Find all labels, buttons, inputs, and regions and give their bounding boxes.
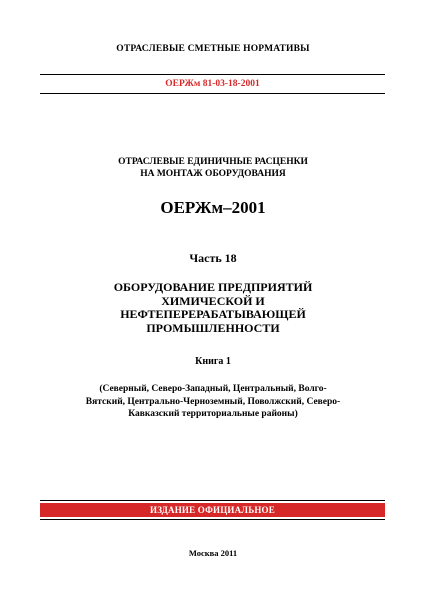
part-subject-line-3: НЕФТЕПЕРЕРАБАТЫВАЮЩЕЙ <box>120 307 306 321</box>
part-subject-line-4: ПРОМЫШЛЕННОСТИ <box>146 320 280 335</box>
document-title-line-1: ОТРАСЛЕВЫЕ ЕДИНИЧНЫЕ РАСЦЕНКИ <box>118 157 308 167</box>
official-edition-band-fill <box>40 503 385 517</box>
document-title <box>0 156 426 180</box>
official-edition-band <box>40 500 385 520</box>
document-title-line-2: НА МОНТАЖ ОБОРУДОВАНИЯ <box>140 169 286 179</box>
part-subject <box>0 281 426 335</box>
regions-note <box>30 383 396 421</box>
document-code-band-fill <box>40 77 385 91</box>
publication-place-year: Москва 2011 <box>188 548 238 558</box>
main-code: ОЕРЖм–2001 <box>160 198 266 217</box>
official-edition-label: ИЗДАНИЕ ОФИЦИАЛЬНОЕ <box>150 505 275 515</box>
regions-note-line-1: (Северный, Северо-Западный, Центральный, Волго- <box>99 384 327 394</box>
part-subject-line-1: ОБОРУДОВАНИЕ ПРЕДПРИЯТИЙ <box>113 280 313 294</box>
document-code-band <box>40 74 385 94</box>
regions-note-line-2: Вятский, Центрально-Черноземный, Поволжский, Северо- <box>85 396 341 407</box>
series-title: ОТРАСЛЕВЫЕ СМЕТНЫЕ НОРМАТИВЫ <box>116 44 310 54</box>
regions-note-line-3: Кавказский территориальные районы) <box>128 409 298 419</box>
book-number: Книга 1 <box>195 356 231 367</box>
document-code: ОЕРЖм 81-03-18-2001 <box>165 79 260 89</box>
part-subject-line-2: ХИМИЧЕСКОЙ И <box>161 293 265 308</box>
part-number: Часть 18 <box>189 251 237 265</box>
